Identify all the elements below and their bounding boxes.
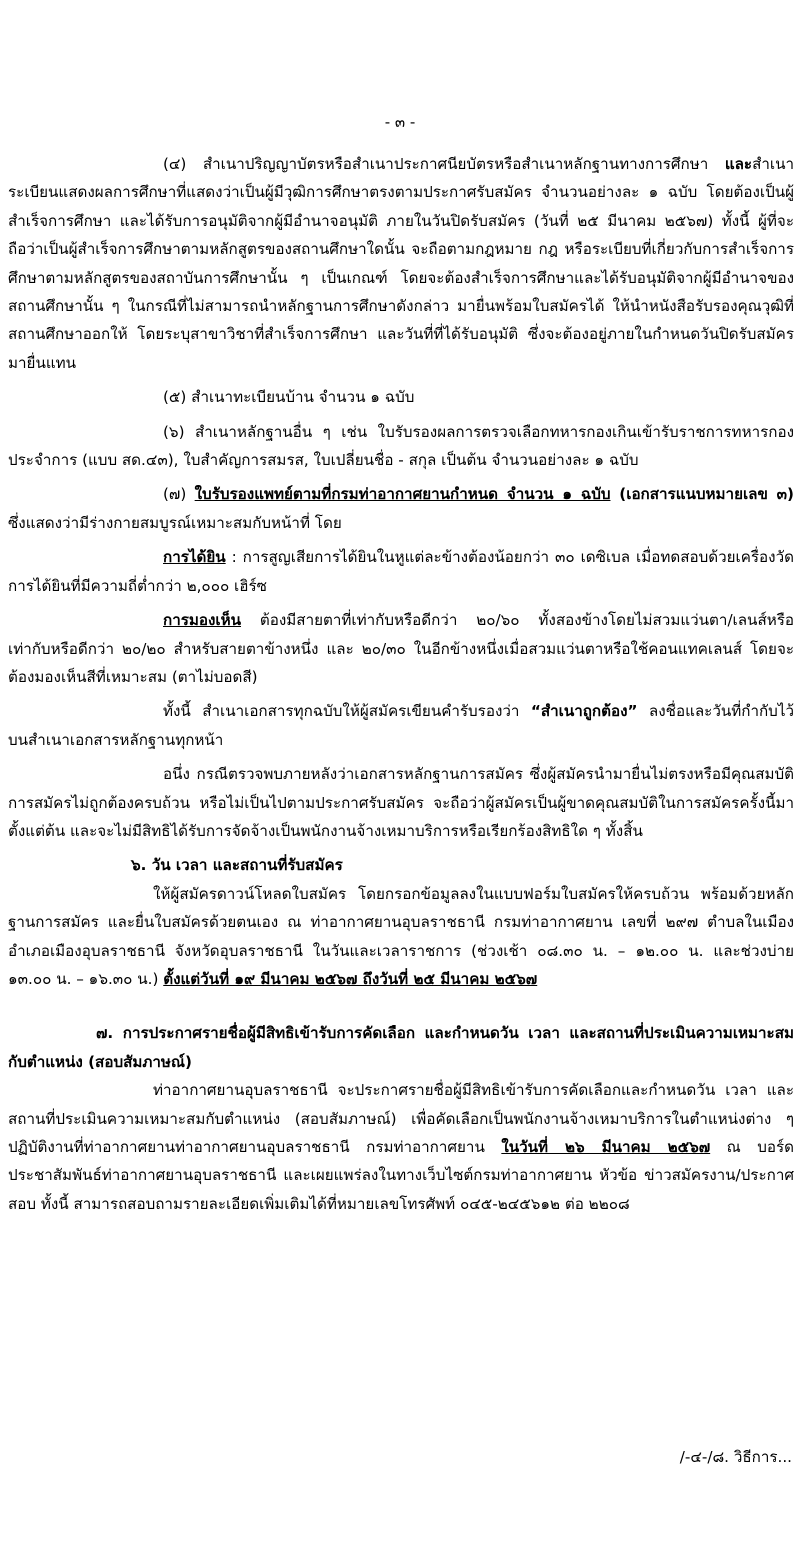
section-6-text: ให้ผู้สมัครดาวน์โหลดใบสมัคร โดยกรอกข้อมูลลงในแบบฟอร์มใบสมัครให้ครบถ้วน พร้อมด้วยหลักฐานการสมัคร และยื่นใบสมัครด้วยตนเอง ณ ท่าอากาศยานอุบลราชธานี กรมท่าอากาศยาน เลขที่ ๒๙๗ ตำบลในเมือง อำเภอเมืองอุบลราชธานี จังหวัดอุบลราชธานี ในวันและเวลาราชการ (ช่วงเช้า ๐๘.๓๐ น. – ๑๒.๐๐ น. และช่วงบ่าย ๑๓.๐๐ น. – ๑๖.๓๐ น.) xyxy=(8,884,794,988)
item-7-prefix: (๗) xyxy=(163,485,195,504)
certify-text-2: ลงชื่อและวันที่กำกับไว้บนสำเนาเอกสารหลักฐานทุกหน้า xyxy=(8,702,794,749)
item-7-text: ซึ่งแสดงว่ามีร่างกายสมบูรณ์เหมาะสมกับหน้าที่ โดย xyxy=(8,513,342,532)
hearing-label: การได้ยิน xyxy=(163,548,226,567)
section-7-text-1: ท่าอากาศยานอุบลราชธานี จะประกาศรายชื่อผู้มีสิทธิเข้ารับการคัดเลือกและกำหนดวัน เวลา และสถานที่ประเมินความเหมาะสมกับตำแหน่ง (สอบสัมภาษณ์) เพื่อคัดเลือกเป็นพนักงานจ้างเหมาบริการในตำแหน่งต่าง ๆ ปฏิบัติงานที่ท่าอากาศยานท่าอากาศยานอุบลราชธานี กรมท่าอากาศยาน xyxy=(8,1081,794,1156)
section-7-date: ในวันที่ ๒๖ มีนาคม ๒๕๖๗ xyxy=(501,1138,711,1156)
certify-paragraph xyxy=(8,697,794,754)
section-6-dates: ตั้งแต่วันที่ ๑๙ มีนาคม ๒๕๖๗ ถึงวันที่ ๒๕ มีนาคม ๒๕๖๗ xyxy=(163,969,538,988)
hearing-text: : การสูญเสียการได้ยินในหูแต่ละข้างต้องน้อยกว่า ๓๐ เดซิเบล เมื่อทดสอบด้วยเครื่องวัดการได้ยินที่มีความถี่ต่ำกว่า ๒,๐๐๐ เฮิร์ซ xyxy=(8,548,794,595)
section-7-heading: ๗. การประกาศรายชื่อผู้มีสิทธิเข้ารับการคัดเลือก และกำหนดวัน เวลา และสถานที่ประเมินความเหมาะสมกับตำแหน่ง (สอบสัมภาษณ์) xyxy=(8,1024,794,1071)
item-4-bold-and: และ xyxy=(724,155,753,173)
document-body xyxy=(8,150,794,1218)
item-4-text-2: สำเนาระเบียนแสดงผลการศึกษาที่แสดงว่าเป็นผู้มีวุฒิการศึกษาตรงตามประกาศรับสมัคร จำนวนอย่างละ ๑ ฉบับ โดยต้องเป็นผู้สำเร็จการศึกษา และได้รับการอนุมัติจากผู้มีอำนาจอนุมัติ ภายในวันปิดรับสมัคร (วันที่ ๒๕ มีนาคม ๒๕๖๗) ทั้งนี้ ผู้ที่จะถือว่าเป็นผู้สำเร็จการศึกษาตามหลักสูตรของสถานศึกษาใดนั้น จะถือตามกฎหมาย กฎ หรือระเบียบที่เกี่ยวกับการสำเร็จการศึกษาตามหลักสูตรของสถาบันการศึกษานั้น ๆ เป็นเกณฑ์ โดยจะต้องสำเร็จการศึกษาและได้รับอนุมัติจากผู้มีอำนาจของสถานศึกษานั้น ๆ ในกรณีที่ไม่สามารถนำหลักฐานการศึกษาดังกล่าว มายื่นพร้อมใบสมัครได้ ให้นำหนังสือรับรองคุณวุฒิที่สถานศึกษาออกให้ โดยระบุสาขาวิชาที่สำเร็จการศึกษา และวันที่ที่ได้รับอนุมัติ ซึ่งจะต้องอยู่ภายในกำหนดวันปิดรับสมัครมายื่นแทน xyxy=(8,155,794,372)
item-5-paragraph: (๕) สำเนาทะเบียนบ้าน จำนวน ๑ ฉบับ xyxy=(163,388,415,407)
item-6-paragraph: (๖) สำเนาหลักฐานอื่น ๆ เช่น ใบรับรองผลการตรวจเลือกทหารกองเกินเข้ารับราชการทหารกองประจำการ (แบบ สด.๔๓), ใบสำคัญการสมรส, ใบเปลี่ยนชื่อ - สกุล เป็นต้น จำนวนอย่างละ ๑ ฉบับ xyxy=(8,422,794,470)
hearing-paragraph xyxy=(8,543,794,600)
section-6-heading: ๖. วัน เวลา และสถานที่รับสมัคร xyxy=(131,856,343,875)
vision-paragraph xyxy=(8,606,794,691)
section-7-text-2: ณ บอร์ดประชาสัมพันธ์ท่าอากาศยานอุบลราชธานี และเผยแพร่ลงในทางเว็บไซต์กรมท่าอากาศยาน หัวข้อ ข่าวสมัครงาน/ประกาศสอบ ทั้งนี้ สามารถสอบถามรายละเอียดเพิ่มเติมได้ที่หมายเลขโทรศัพท์ ๐๔๕-๒๔๕๖๑๒ ต่อ ๒๒๐๘ xyxy=(8,1138,794,1213)
page-number: - ๓ - xyxy=(384,113,416,131)
vision-text: ต้องมีสายตาที่เท่ากับหรือดีกว่า ๒๐/๖๐ ทั้งสองข้างโดยไม่สวมแว่นตา/เลนส์หรือเท่ากับหรือดีกว่า ๒๐/๒๐ สำหรับสายตาข้างหนึ่ง และ ๒๐/๓๐ ในอีกข้างหนึ่งเมื่อสวมแว่นตาหรือใช้คอนแทคเลนส์ โดยจะต้องมองเห็นสีที่เหมาะสม (ตาไม่บอดสี) xyxy=(8,611,794,686)
section-6-paragraph xyxy=(8,880,794,994)
item-7-paragraph xyxy=(8,480,794,537)
section-7-paragraph xyxy=(8,1076,794,1218)
item-4-text-1: (๔) สำเนาปริญญาบัตรหรือสำเนาประกาศนียบัตรหรือสำเนาหลักฐานทางการศึกษา xyxy=(163,155,725,173)
certify-bold: “สำเนาถูกต้อง” xyxy=(530,702,638,721)
next-page-reference: /-๔-/๘. วิธีการ... xyxy=(679,1448,792,1466)
certify-text-1: ทั้งนี้ สำเนาเอกสารทุกฉบับให้ผู้สมัครเขียนคำรับรองว่า xyxy=(163,702,531,721)
notice-paragraph: อนึ่ง กรณีตรวจพบภายหลังว่าเอกสารหลักฐานการสมัคร ซึ่งผู้สมัครนำมายื่นไม่ตรงหรือมีคุณสมบัติการสมัครไม่ถูกต้องครบถ้วน หรือไม่เป็นไปตามประกาศรับสมัคร จะถือว่าผู้สมัครเป็นผู้ขาดคุณสมบัติในการสมัครครั้งนี้มาตั้งแต่ต้น และจะไม่มีสิทธิได้รับการจัดจ้างเป็นพนักงานจ้างเหมาบริการหรือเรียกร้องสิทธิใด ๆ ทั้งสิ้น xyxy=(8,765,794,840)
item-7-medical-certificate: ใบรับรองแพทย์ตามที่กรมท่าอากาศยานกำหนด จำนวน ๑ ฉบับ xyxy=(194,485,611,504)
item-7-attachment-ref: (เอกสารแนบหมายเลข ๓) xyxy=(610,485,794,504)
item-4-paragraph xyxy=(8,150,794,377)
vision-label: การมองเห็น xyxy=(163,611,242,630)
